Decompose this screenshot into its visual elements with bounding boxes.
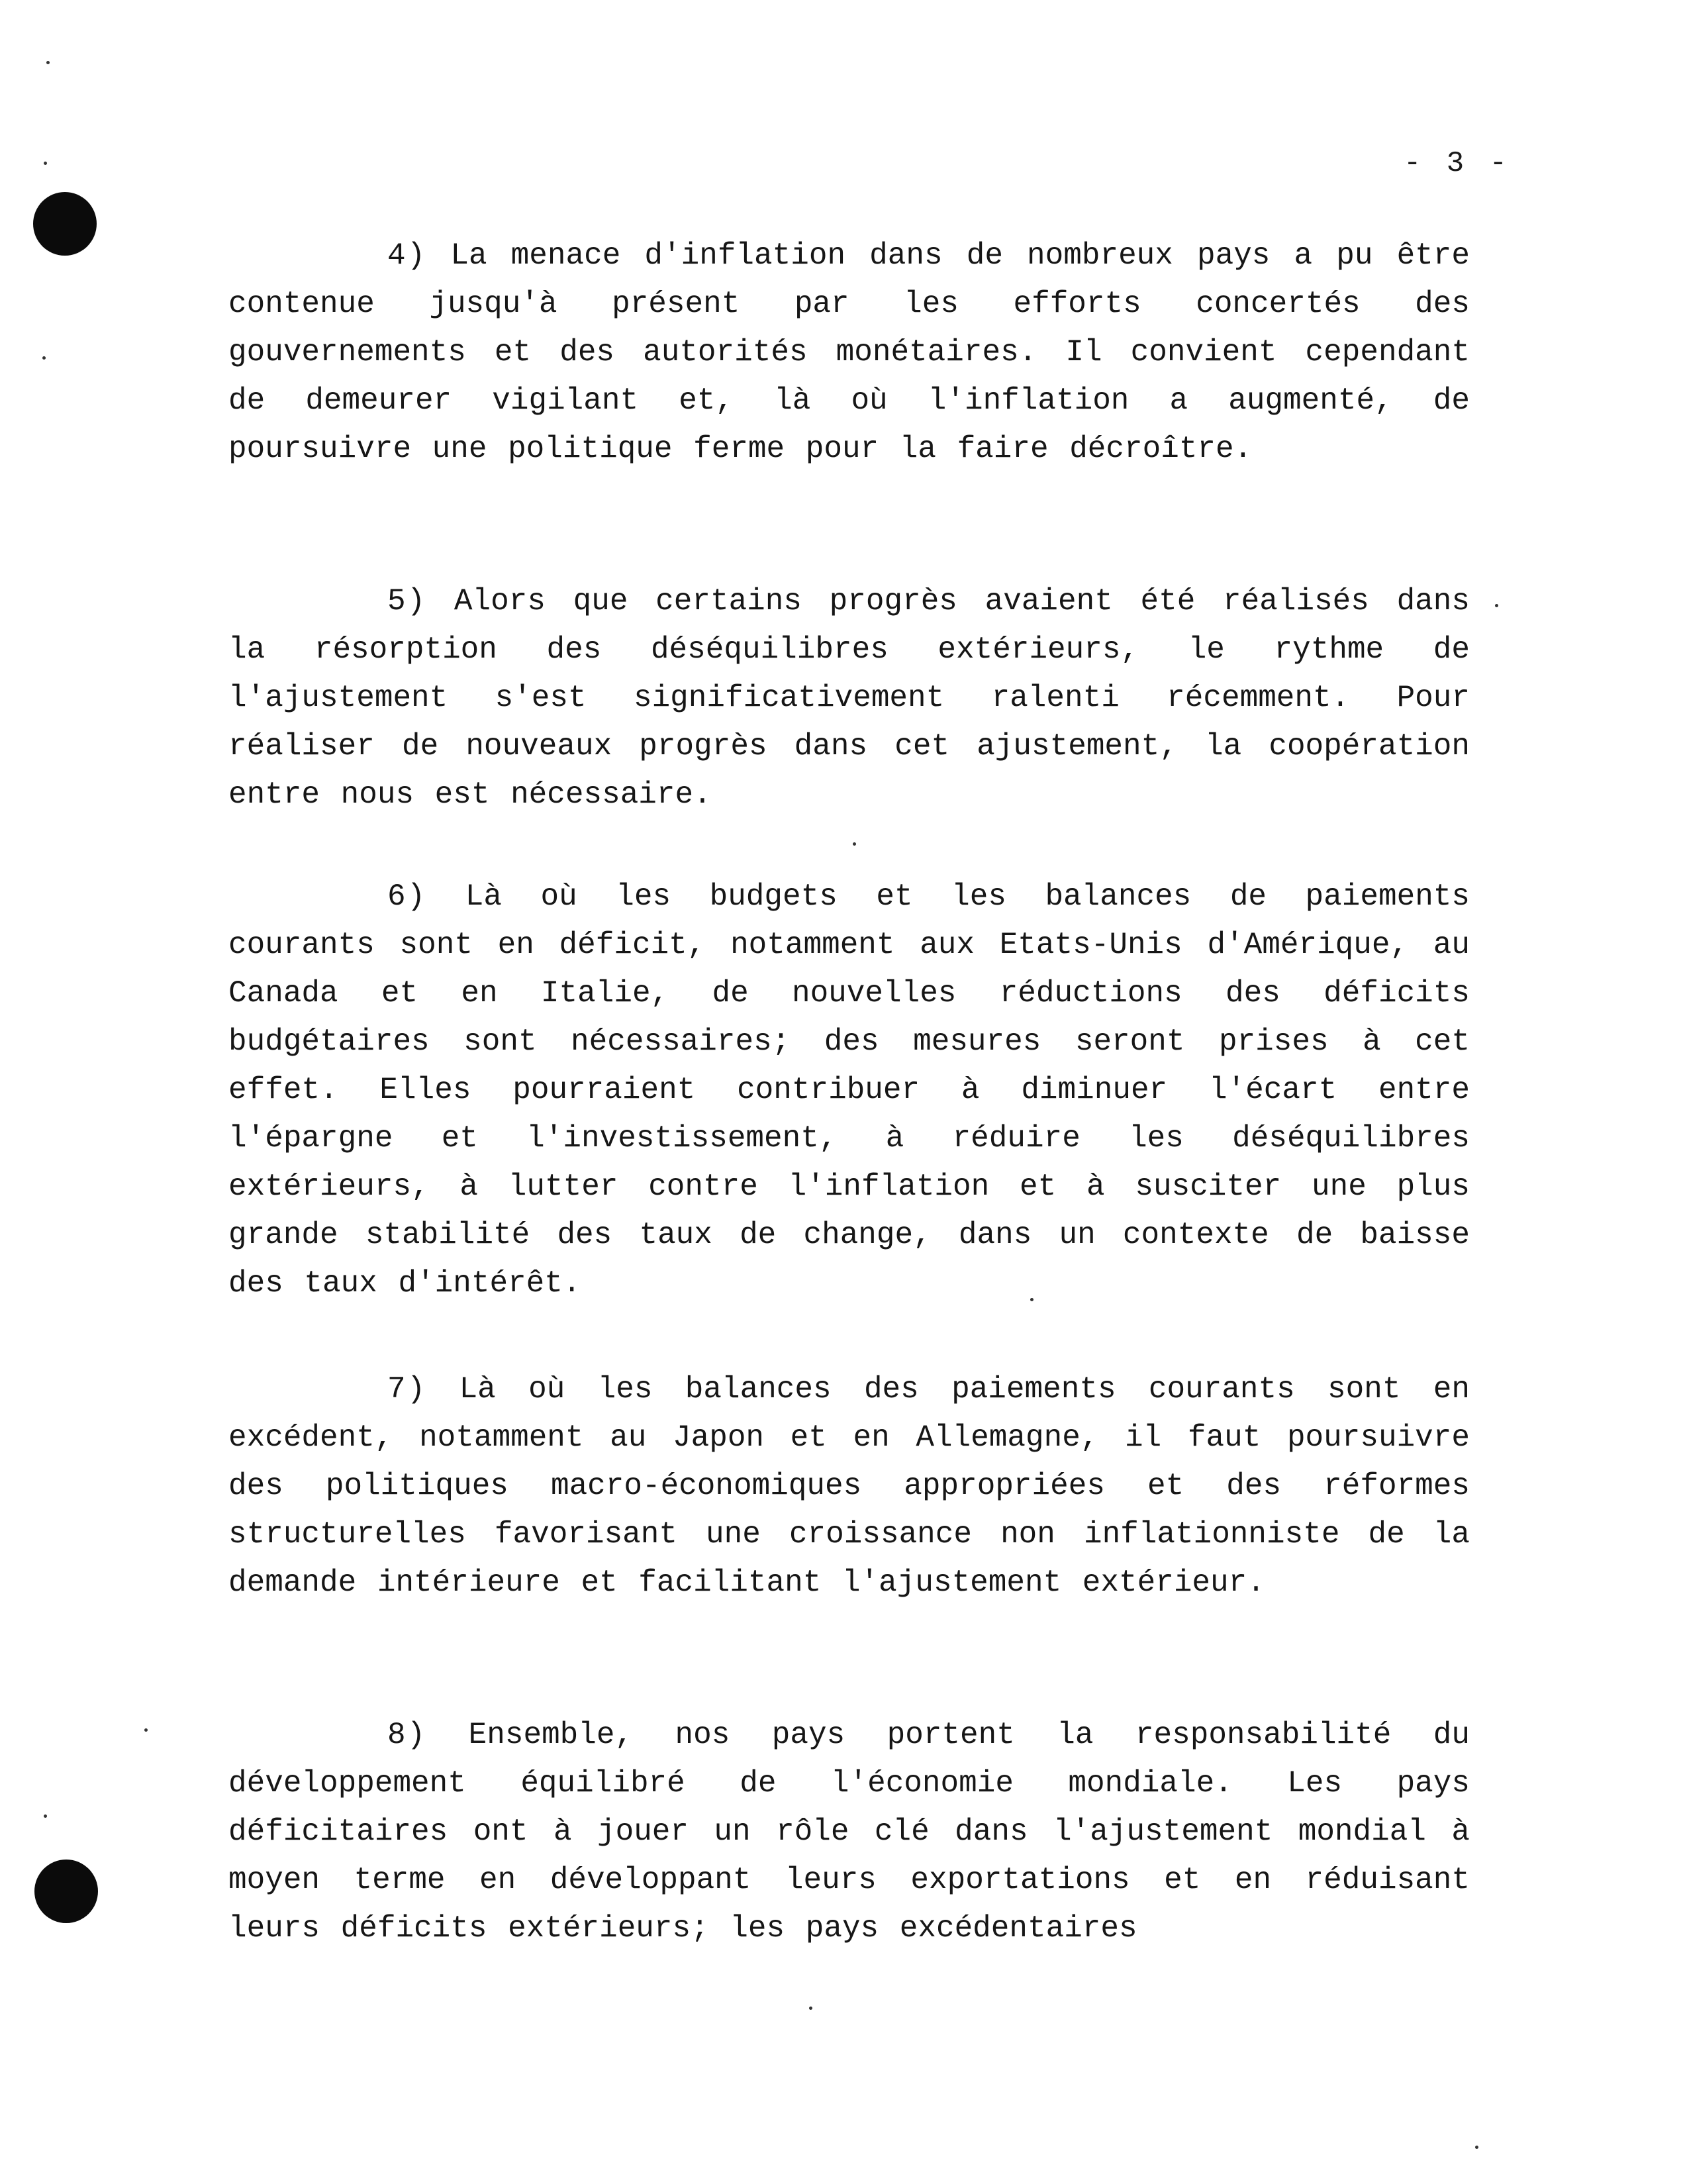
paragraph-text: Là où les balances des paiements courants sont en excédent, notamment au Japon et en Allemagne, il faut poursuivre des politiques macro-économiques appropriées et des réformes structurelles favorisant une croissance non inflationniste de la demande intérieure et facilitant l'ajustement extérieur. — [228, 1372, 1470, 1600]
scan-speck — [809, 2007, 812, 2010]
paragraph-6 — [228, 873, 1470, 1308]
paragraph-number: 5) — [387, 584, 427, 619]
paragraph-8 — [228, 1711, 1470, 1953]
punch-hole-bottom — [34, 1860, 98, 1923]
page-number: - 3 - — [1404, 147, 1512, 180]
paragraph-number: 6) — [387, 879, 427, 914]
scan-speck — [1475, 2146, 1478, 2149]
scan-speck — [42, 356, 46, 360]
paragraph-text: Alors que certains progrès avaient été réalisés dans la résorption des déséquilibres extérieurs, le rythme de l'ajustement s'est significativement ralenti récemment. Pour réaliser de nouveaux progrès dans cet ajustement, la coopération entre nous est nécessaire. — [228, 584, 1470, 812]
paragraph-text: La menace d'inflation dans de nombreux pays a pu être contenue jusqu'à présent par les efforts concertés des gouvernements et des autorités monétaires. Il convient cependant de demeurer vigilant et, là où l'inflation a augmenté, de poursuivre une politique ferme pour la faire décroître. — [228, 238, 1470, 466]
scan-speck — [44, 1814, 47, 1818]
paragraph-4 — [228, 232, 1470, 473]
scan-speck — [46, 61, 50, 64]
paragraph-5 — [228, 577, 1470, 819]
paragraph-7 — [228, 1365, 1470, 1607]
paragraph-number: 8) — [387, 1718, 427, 1752]
paragraph-text: Là où les budgets et les balances de paiements courants sont en déficit, notamment aux Etats-Unis d'Amérique, au Canada et en Italie, de nouvelles réductions des déficits budgétaires sont nécessaires; des mesures seront prises à cet effet. Elles pourraient contribuer à diminuer l'écart entre l'épargne et l'investissement, à réduire les déséquilibres extérieurs, à lutter contre l'inflation et à susciter une plus grande stabilité des taux de change, dans un contexte de baisse des taux d'intérêt. — [228, 879, 1470, 1301]
paragraph-text: Ensemble, nos pays portent la responsabilité du développement équilibré de l'économie mondiale. Les pays déficitaires ont à jouer un rôle clé dans l'ajustement mondial à moyen terme en développant leurs exportations et en réduisant leurs déficits extérieurs; les pays excédentaires — [228, 1718, 1470, 1946]
scan-speck — [1495, 604, 1498, 607]
paragraph-number: 4) — [387, 238, 427, 273]
punch-hole-top — [33, 192, 97, 256]
scan-speck — [853, 842, 856, 846]
scan-speck — [44, 162, 47, 165]
scan-speck — [144, 1728, 148, 1732]
paragraph-number: 7) — [387, 1372, 427, 1407]
